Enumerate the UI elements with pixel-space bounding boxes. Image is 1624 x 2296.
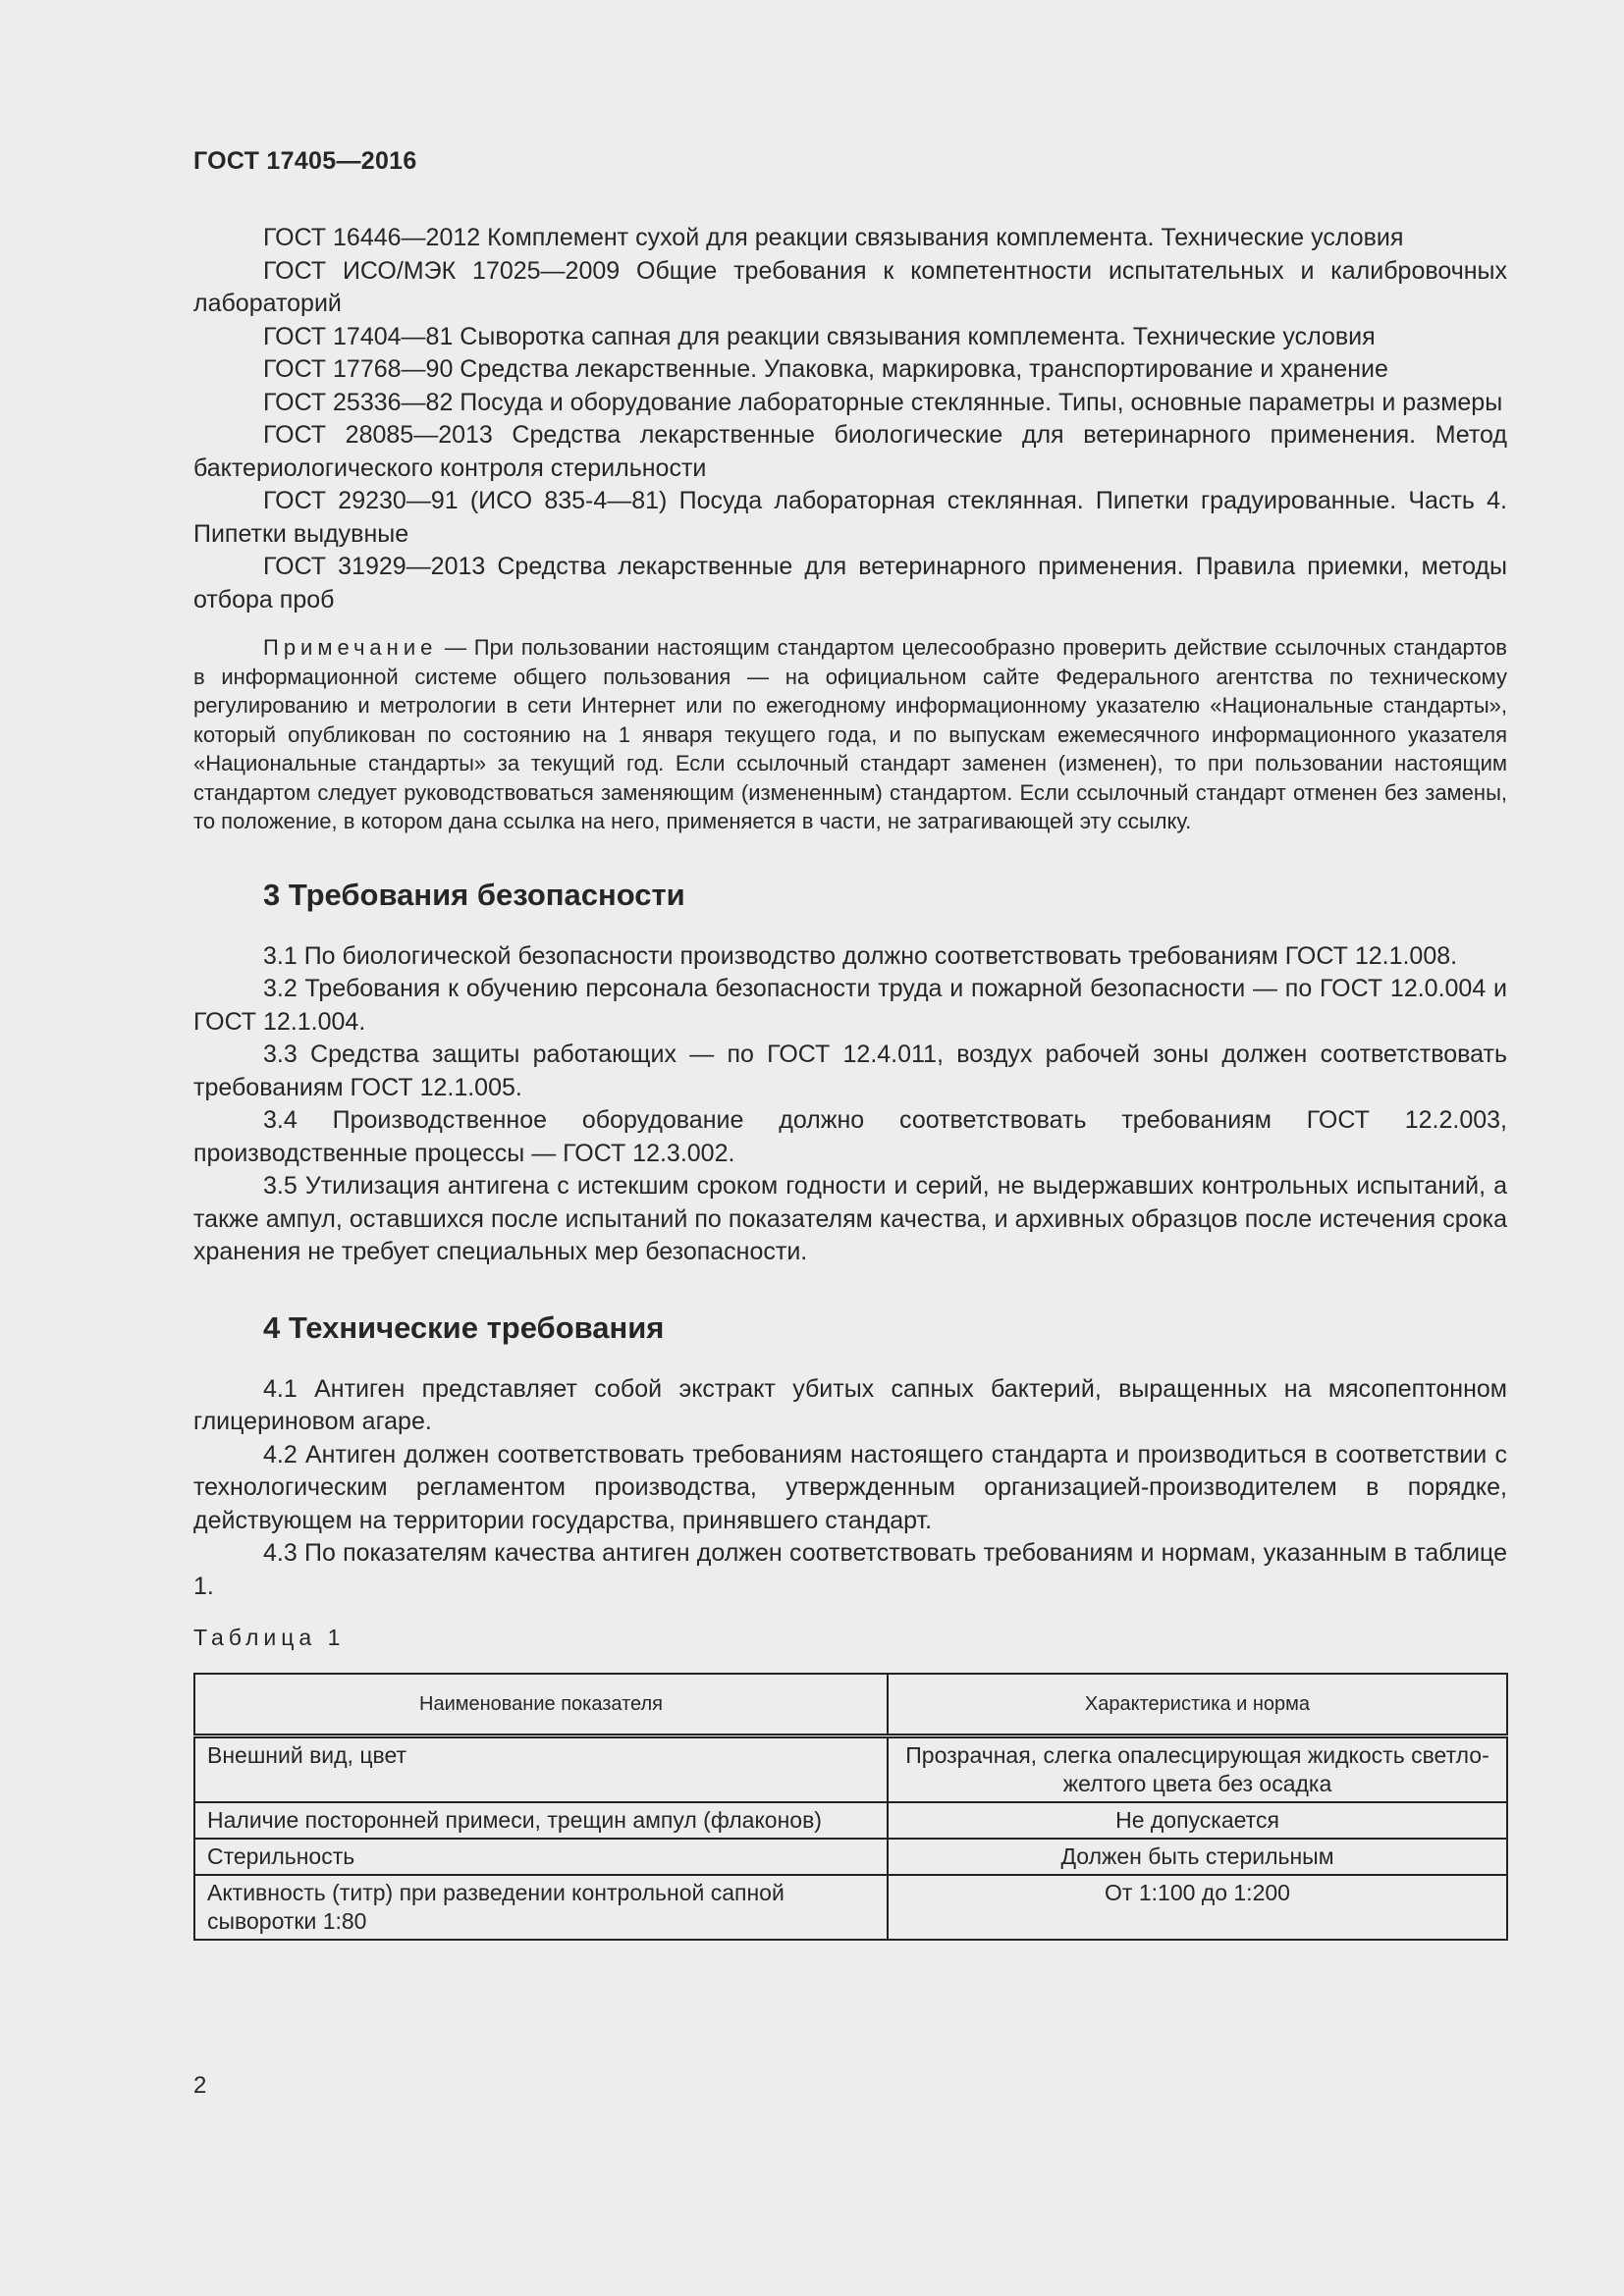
section-4-title: 4 Технические требования: [263, 1309, 665, 1345]
note-label: Примечание: [263, 635, 438, 660]
references-list: [193, 222, 1507, 616]
table-row: [194, 1802, 1507, 1839]
table-header-row: [194, 1674, 1507, 1736]
section-paragraph: 3.3 Средства защиты работающих — по ГОСТ 12.4.011, воздух рабочей зоны должен соответствовать требованиям ГОСТ 12.1.005.: [193, 1041, 1507, 1101]
reference-item: ГОСТ 25336—82 Посуда и оборудование лабораторные стеклянные. Типы, основные параметры и размеры: [263, 388, 1503, 416]
table-cell: Активность (титр) при разведении контрольной сапной сыворотки 1:80: [194, 1875, 888, 1940]
reference-item: ГОСТ 29230—91 (ИСО 835-4—81) Посуда лабораторная стеклянная. Пипетки градуированные. Часть 4. Пипетки выдувные: [193, 487, 1507, 548]
requirements-table: [193, 1673, 1508, 1941]
section-3-title: 3 Требования безопасности: [263, 877, 685, 912]
note-text: — При пользовании настоящим стандартом целесообразно проверить действие ссылочных стандартов в информационной системе общего пользования — на официальном сайте Федерального агентства по техническому регулированию и метрологии в сети Интернет или по ежегодному информационному указателю «Национальные стандарты», который опубликован по состоянию на 1 января текущего года, и по выпускам ежемесячного информационного указателя «Национальные стандарты» за текущий год. Если ссылочный стандарт заменен (изменен), то при пользовании настоящим стандартом следует руководствоваться заменяющим (измененным) стандартом. Если ссылочный стандарт отменен без замены, то положение, в котором дана ссылка на него, применяется в части, не затрагивающей эту ссылку.: [193, 635, 1507, 833]
table-header-cell: Наименование показателя: [194, 1674, 888, 1736]
table-cell: Стерильность: [194, 1839, 888, 1875]
section-paragraph: 3.4 Производственное оборудование должно соответствовать требованиям ГОСТ 12.2.003, производственные процессы — ГОСТ 12.3.002.: [193, 1106, 1507, 1167]
reference-item: ГОСТ 28085—2013 Средства лекарственные биологические для ветеринарного применения. Метод бактериологического контроля стерильности: [193, 421, 1507, 482]
reference-item: ГОСТ 17768—90 Средства лекарственные. Упаковка, маркировка, транспортирование и хранение: [263, 355, 1388, 383]
table-row: [194, 1736, 1507, 1803]
page-content: [193, 222, 1507, 1941]
table-row: [194, 1875, 1507, 1940]
section-4-body: [193, 1373, 1507, 1604]
table-cell: Прозрачная, слегка опалесцирующая жидкость светло-желтого цвета без осадка: [888, 1736, 1507, 1803]
table-cell: От 1:100 до 1:200: [888, 1875, 1507, 1940]
section-paragraph: 4.1 Антиген представляет собой экстракт убитых сапных бактерий, выращенных на мясопептонном глицериновом агаре.: [193, 1374, 1507, 1435]
section-paragraph: 3.5 Утилизация антигена с истекшим сроком годности и серий, не выдержавших контрольных испытаний, а также ампул, оставшихся после испытаний по показателям качества, и архивных образцов после истечения срока хранения не требует специальных мер безопасности.: [193, 1172, 1507, 1265]
note-block: [193, 633, 1507, 836]
reference-item: ГОСТ 17404—81 Сыворотка сапная для реакции связывания комплемента. Технические условия: [263, 322, 1376, 350]
section-paragraph: 4.3 По показателям качества антиген должен соответствовать требованиям и нормам, указанным в таблице 1.: [193, 1539, 1507, 1600]
section-paragraph: 3.2 Требования к обучению персонала безопасности труда и пожарной безопасности — по ГОСТ 12.0.004 и ГОСТ 12.1.004.: [193, 975, 1507, 1036]
table-row: [194, 1839, 1507, 1875]
table-header-cell: Характеристика и норма: [888, 1674, 1507, 1736]
reference-item: ГОСТ 31929—2013 Средства лекарственные для ветеринарного применения. Правила приемки, методы отбора проб: [193, 553, 1507, 614]
table-cell: Не допускается: [888, 1802, 1507, 1839]
table-cell: Должен быть стерильным: [888, 1839, 1507, 1875]
table-caption: Таблица 1: [193, 1625, 346, 1650]
section-paragraph: 3.1 По биологической безопасности производство должно соответствовать требованиям ГОСТ 12.1.008.: [263, 941, 1458, 970]
table-cell: Внешний вид, цвет: [194, 1736, 888, 1803]
document-code-header: ГОСТ 17405—2016: [193, 147, 417, 175]
table-cell: Наличие посторонней примеси, трещин ампул (флаконов): [194, 1802, 888, 1839]
section-paragraph: 4.2 Антиген должен соответствовать требованиям настоящего стандарта и производиться в соответствии с технологическим регламентом производства, утвержденным организацией-производителем в порядке, действующем на территории государства, принявшего стандарт.: [193, 1440, 1507, 1534]
page-number: 2: [193, 2072, 207, 2099]
section-3-body: [193, 940, 1507, 1269]
reference-item: ГОСТ ИСО/МЭК 17025—2009 Общие требования к компетентности испытательных и калибровочных лабораторий: [193, 256, 1507, 317]
reference-item: ГОСТ 16446—2012 Комплемент сухой для реакции связывания комплемента. Технические условия: [263, 224, 1404, 251]
